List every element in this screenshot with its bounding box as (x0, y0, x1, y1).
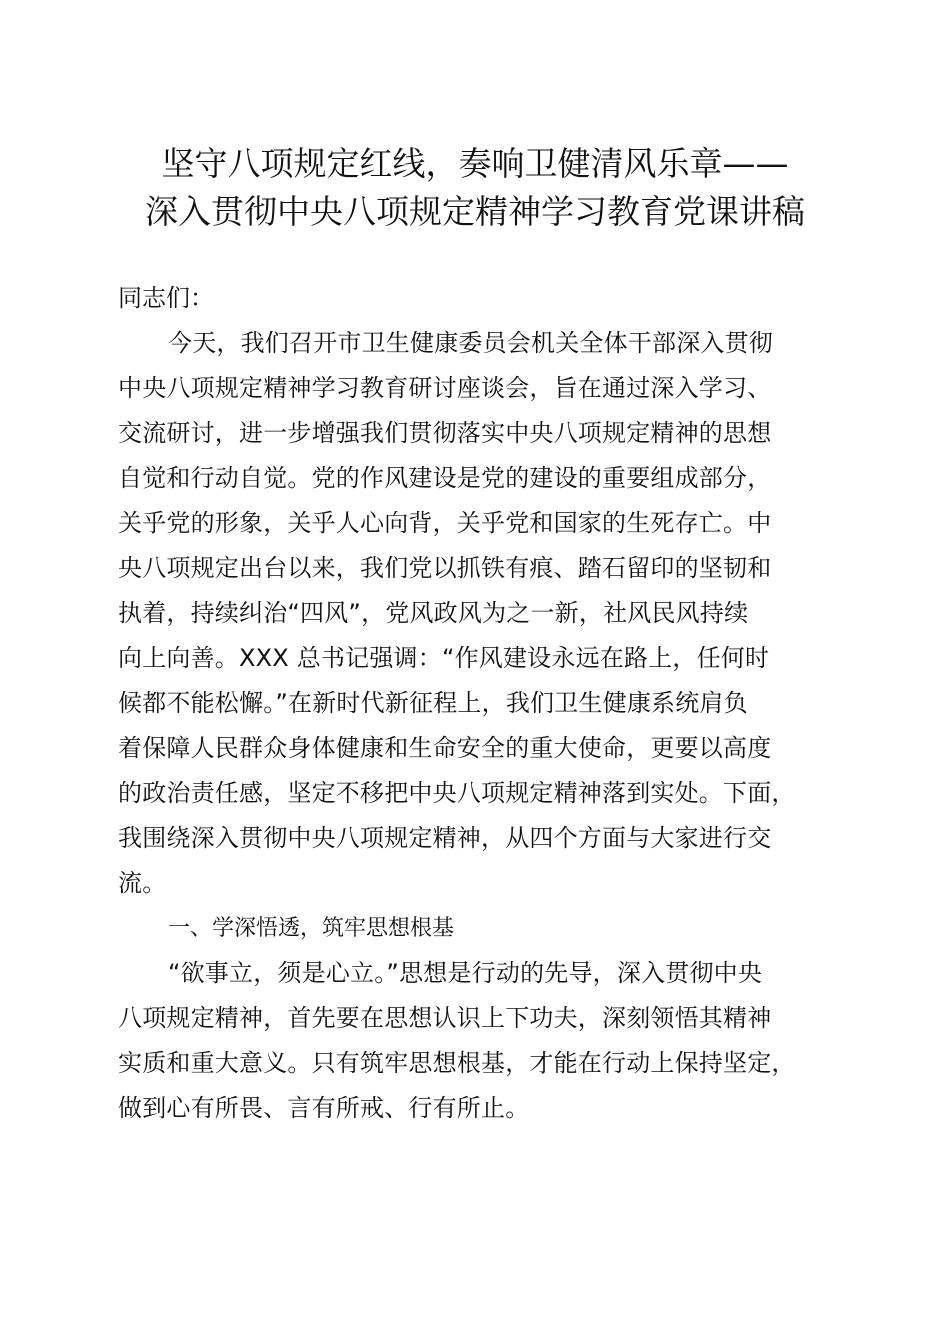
paragraph-line: 执着，持续纠治“四风”，党风政风为之一新，社风民风持续 (118, 599, 749, 627)
paragraph-line: 自觉和行动自觉。党的作风建设是党的建设的重要组成部分， (118, 464, 772, 492)
paragraph-line: 中央八项规定精神学习教育研讨座谈会，旨在通过深入学习、 (118, 374, 772, 402)
document-body (118, 276, 834, 1131)
paragraph-line: 的政治责任感，坚定不移把中央八项规定精神落到实处。下面， (118, 779, 796, 807)
paragraph-line: 央八项规定出台以来，我们党以抓铁有痕、踏石留印的坚韧和 (118, 554, 772, 582)
paragraph-2 (118, 951, 834, 1131)
paragraph-line: 八项规定精神，首先要在思想认识上下功夫，深刻领悟其精神 (118, 1004, 772, 1032)
document-title (0, 140, 950, 236)
paragraph-line: 交流研讨，进一步增强我们贯彻落实中央八项规定精神的思想 (118, 419, 772, 447)
section-heading: 一、学深悟透，筑牢思想根基 (168, 916, 455, 941)
title-line-2: 深入贯彻中央八项规定精神学习教育党课讲稿 (145, 192, 805, 231)
paragraph-line: 做到心有所畏、言有所戒、行有所止。 (118, 1094, 530, 1122)
paragraph-line: 向上向善。XXX 总书记强调：“作风建设永远在路上，任何时 (118, 644, 770, 672)
paragraph-line: 实质和重大意义。只有筑牢思想根基，才能在行动上保持坚定， (118, 1049, 796, 1077)
paragraph-1 (118, 321, 834, 906)
salutation: 同志们： (118, 284, 214, 312)
paragraph-line: 流。 (118, 869, 167, 897)
paragraph-line: 着保障人民群众身体健康和生命安全的重大使命，更要以高度 (118, 734, 772, 762)
paragraph-line: 候都不能松懈。”在新时代新征程上，我们卫生健康系统肩负 (118, 689, 748, 717)
title-line-1: 坚守八项规定红线，奏响卫健清风乐章—— (161, 144, 789, 183)
paragraph-line: 我围绕深入贯彻中央八项规定精神，从四个方面与大家进行交 (118, 824, 772, 852)
paragraph-line: 关乎党的形象，关乎人心向背，关乎党和国家的生死存亡。中 (118, 509, 772, 537)
paragraph-line: 今天，我们召开市卫生健康委员会机关全体干部深入贯彻 (168, 329, 773, 357)
paragraph-line: “欲事立，须是心立。”思想是行动的先导，深入贯彻中央 (168, 959, 763, 987)
